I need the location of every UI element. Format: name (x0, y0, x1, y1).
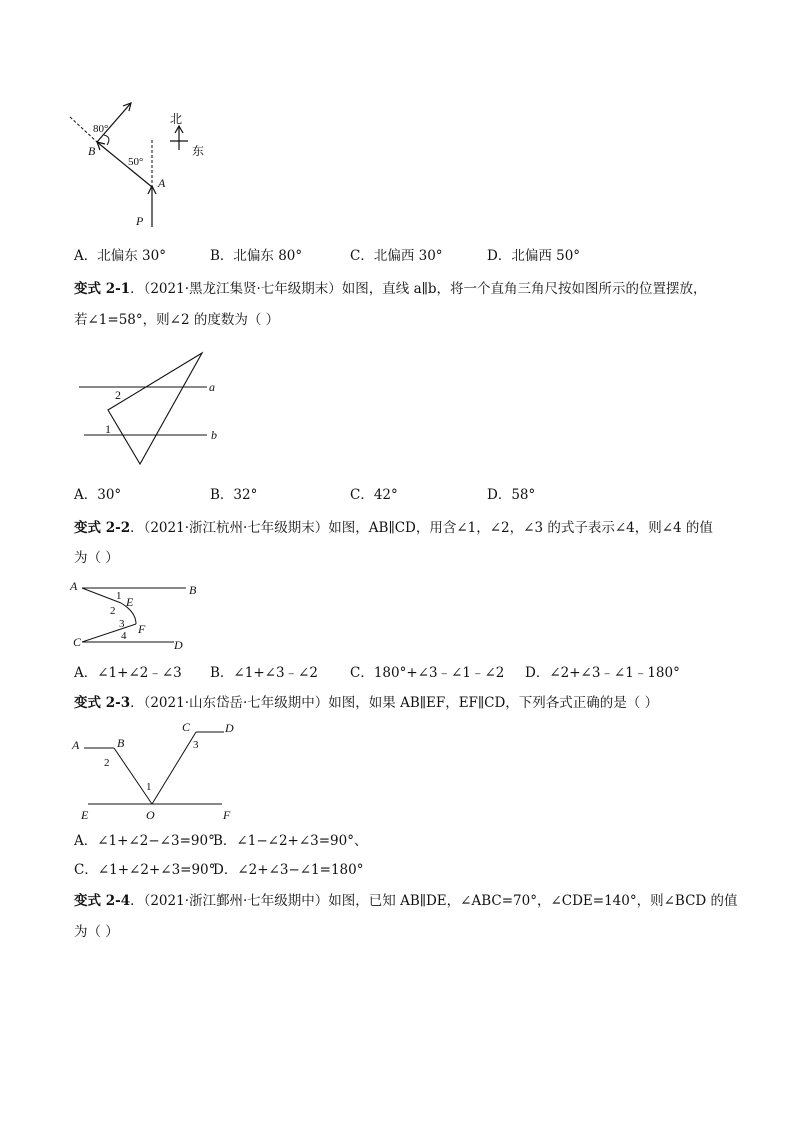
q3-text (74, 519, 713, 537)
q2-option-d[interactable]: D．58° (487, 487, 536, 503)
q4-line1: ．（2021·山东岱岳·七年级期中）如图，如果 AB∥EF，EF∥CD，下列各式正确的是（ ） (130, 695, 659, 711)
line-a-label: a (209, 380, 215, 394)
segment-O-C (152, 732, 196, 804)
q2-text-line2: 若∠1=58°，则∠2 的度数为（ ） (74, 312, 280, 328)
point-B-label: B (117, 736, 125, 750)
q2-option-c[interactable]: C．42° (350, 487, 398, 503)
figure-parallel-triangle (75, 345, 225, 470)
line-b-label: b (211, 428, 217, 442)
figure-ab-ef-cd (70, 716, 250, 826)
q4-tag: 变式 2-3 (74, 695, 131, 711)
q5-tag: 变式 2-4 (74, 893, 131, 909)
angle-1-label: 1 (146, 781, 152, 793)
q2-options (74, 486, 754, 504)
point-O-label: O (146, 808, 155, 822)
angle-50-label: 50° (128, 156, 144, 168)
segment-F-C (82, 624, 136, 642)
point-D-label: D (174, 638, 183, 652)
q4-options-row1 (74, 832, 674, 850)
q4-option-d[interactable]: D．∠2+∠3−∠1=180° (213, 862, 364, 878)
point-P-label: P (136, 214, 144, 228)
angle-2-label: 2 (110, 605, 116, 617)
point-A-label: A (158, 176, 166, 190)
segment-B-O (114, 748, 152, 804)
q2-tag: 变式 2-1 (74, 281, 131, 297)
compass-north-label: 北 (170, 112, 183, 126)
figure-bearing (60, 95, 220, 235)
point-A-label: A (72, 738, 80, 752)
point-F-label: F (138, 622, 146, 636)
right-triangle (108, 353, 202, 464)
q1-options (74, 247, 754, 265)
q1-option-d[interactable]: D．北偏西 50° (487, 248, 581, 264)
angle-3-label: 3 (119, 618, 125, 630)
angle-1-label: 1 (116, 590, 122, 602)
point-C-label: C (182, 720, 191, 734)
angle-3-label: 3 (193, 739, 199, 751)
angle-4-label: 4 (121, 630, 127, 642)
q3-line1: ．（2021·浙江杭州·七年级期末）如图，AB∥CD，用含∠1，∠2，∠3 的式子表示∠4，则∠4 的值 (130, 520, 713, 536)
q4-option-a[interactable]: A．∠1+∠2−∠3=90° (74, 833, 215, 849)
q3-options (74, 664, 764, 682)
q2-line1: ．（2021·黑龙江集贤·七年级期末）如图，直线 a∥b，将一个直角三角尺按如图所示的位置摆放， (130, 281, 707, 297)
angle-1-label: 1 (105, 422, 111, 436)
point-C-label: C (73, 635, 82, 649)
q4-text (74, 694, 658, 712)
q5-line1: ．（2021·浙江鄞州·七年级期中）如图，已知 AB∥DE，∠ABC=70°，∠CDE=140°，则∠BCD 的值 (130, 893, 738, 909)
q3-option-c[interactable]: C．180°+∠3﹣∠1﹣∠2 (350, 665, 505, 681)
point-D-label: D (225, 721, 234, 735)
segment-A-B (97, 142, 152, 187)
point-F-label: F (223, 808, 231, 822)
angle-80-label: 80° (93, 123, 109, 135)
q1-option-a[interactable]: A．北偏东 30° (74, 248, 166, 264)
angle-2-label: 2 (115, 388, 121, 402)
q3-option-d[interactable]: D．∠2+∠3﹣∠1﹣180° (525, 665, 680, 681)
q2-text (74, 280, 707, 298)
q1-option-c[interactable]: C．北偏西 30° (350, 248, 443, 264)
q5-text-line2: 为（ ） (74, 924, 119, 940)
q1-option-b[interactable]: B．北偏东 80° (210, 248, 303, 264)
q3-text-line2: 为（ ） (74, 550, 119, 566)
point-E-label: E (81, 808, 89, 822)
q3-option-a[interactable]: A．∠1+∠2﹣∠3 (74, 665, 182, 681)
angle-2-label: 2 (104, 757, 110, 769)
point-E-label: E (126, 595, 134, 609)
q4-options-row2 (74, 861, 674, 879)
q2-option-a[interactable]: A．30° (74, 487, 122, 503)
point-A-label: A (70, 579, 78, 593)
point-B-label: B (88, 144, 96, 158)
q5-text (74, 892, 738, 910)
q4-option-c[interactable]: C．∠1+∠2+∠3=90° (74, 862, 216, 878)
compass-east-label: 东 (192, 144, 205, 158)
point-B-label: B (189, 583, 197, 597)
q2-option-b[interactable]: B．32° (210, 487, 258, 503)
q4-option-b[interactable]: B．∠1−∠2+∠3=90°、 (213, 833, 368, 849)
q3-tag: 变式 2-2 (74, 520, 131, 536)
figure-ab-cd-bend (70, 578, 210, 653)
q3-option-b[interactable]: B．∠1+∠3﹣∠2 (210, 665, 318, 681)
